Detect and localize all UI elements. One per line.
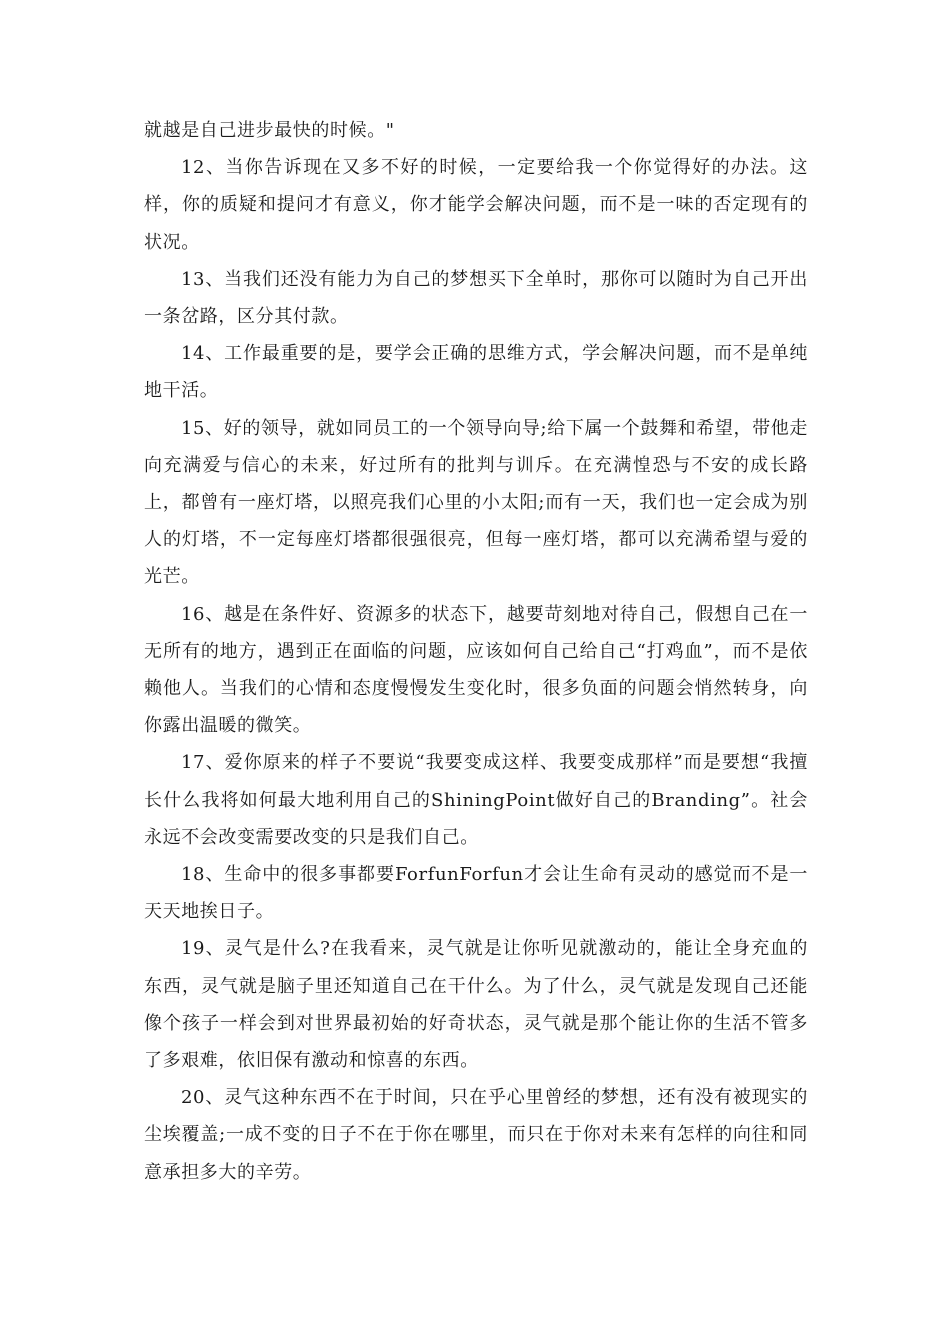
paragraph-19: 19、灵气是什么?在我看来，灵气就是让你听见就激动的，能让全身充血的东西，灵气就是脑子里还知道自己在干什么。为了什么，灵气就是发现自己还能像个孩子一样会到对世界最初始的好奇状态，灵气就是那个能让你的生活不管多了多艰难，依旧保有激动和惊喜的东西。 xyxy=(144,938,808,1072)
paragraph-17: 17、爱你原来的样子不要说“我要变成这样、我要变成那样”而是要想“我擅长什么我将如何最大地利用自己的ShiningPoint做好自己的Branding”。社会永远不会改变需要改变的只是我们自己。 xyxy=(144,752,808,848)
paragraph-continuation: 就越是自己进步最快的时候。" xyxy=(144,120,395,141)
document-body xyxy=(144,112,808,1191)
paragraph-16: 16、越是在条件好、资源多的状态下，越要苛刻地对待自己，假想自己在一无所有的地方，遇到正在面临的问题，应该如何自己给自己“打鸡血”，而不是依赖他人。当我们的心情和态度慢慢发生变化时，很多负面的问题会悄然转身，向你露出温暖的微笑。 xyxy=(144,603,808,737)
paragraph-12: 12、当你告诉现在又多不好的时候，一定要给我一个你觉得好的办法。这样，你的质疑和提问才有意义，你才能学会解决问题，而不是一味的否定现有的状况。 xyxy=(144,157,808,253)
paragraph-15: 15、好的领导，就如同员工的一个领导向导;给下属一个鼓舞和希望，带他走向充满爱与信心的未来，好过所有的批判与训斥。在充满惶恐与不安的成长路上，都曾有一座灯塔，以照亮我们心里的小太阳;而有一天，我们也一定会成为别人的灯塔，不一定每座灯塔都很强很亮，但每一座灯塔，都可以充满希望与爱的光芒。 xyxy=(144,417,808,588)
paragraph-20: 20、灵气这种东西不在于时间，只在乎心里曾经的梦想，还有没有被现实的尘埃覆盖;一成不变的日子不在于你在哪里，而只在于你对未来有怎样的向往和同意承担多大的辛劳。 xyxy=(144,1087,808,1183)
paragraph-14: 14、工作最重要的是，要学会正确的思维方式，学会解决问题，而不是单纯地干活。 xyxy=(144,343,808,402)
paragraph-18: 18、生命中的很多事都要ForfunForfun才会让生命有灵动的感觉而不是一天天地挨日子。 xyxy=(144,864,808,923)
paragraph-13: 13、当我们还没有能力为自己的梦想买下全单时，那你可以随时为自己开出一条岔路，区分其付款。 xyxy=(144,268,808,328)
